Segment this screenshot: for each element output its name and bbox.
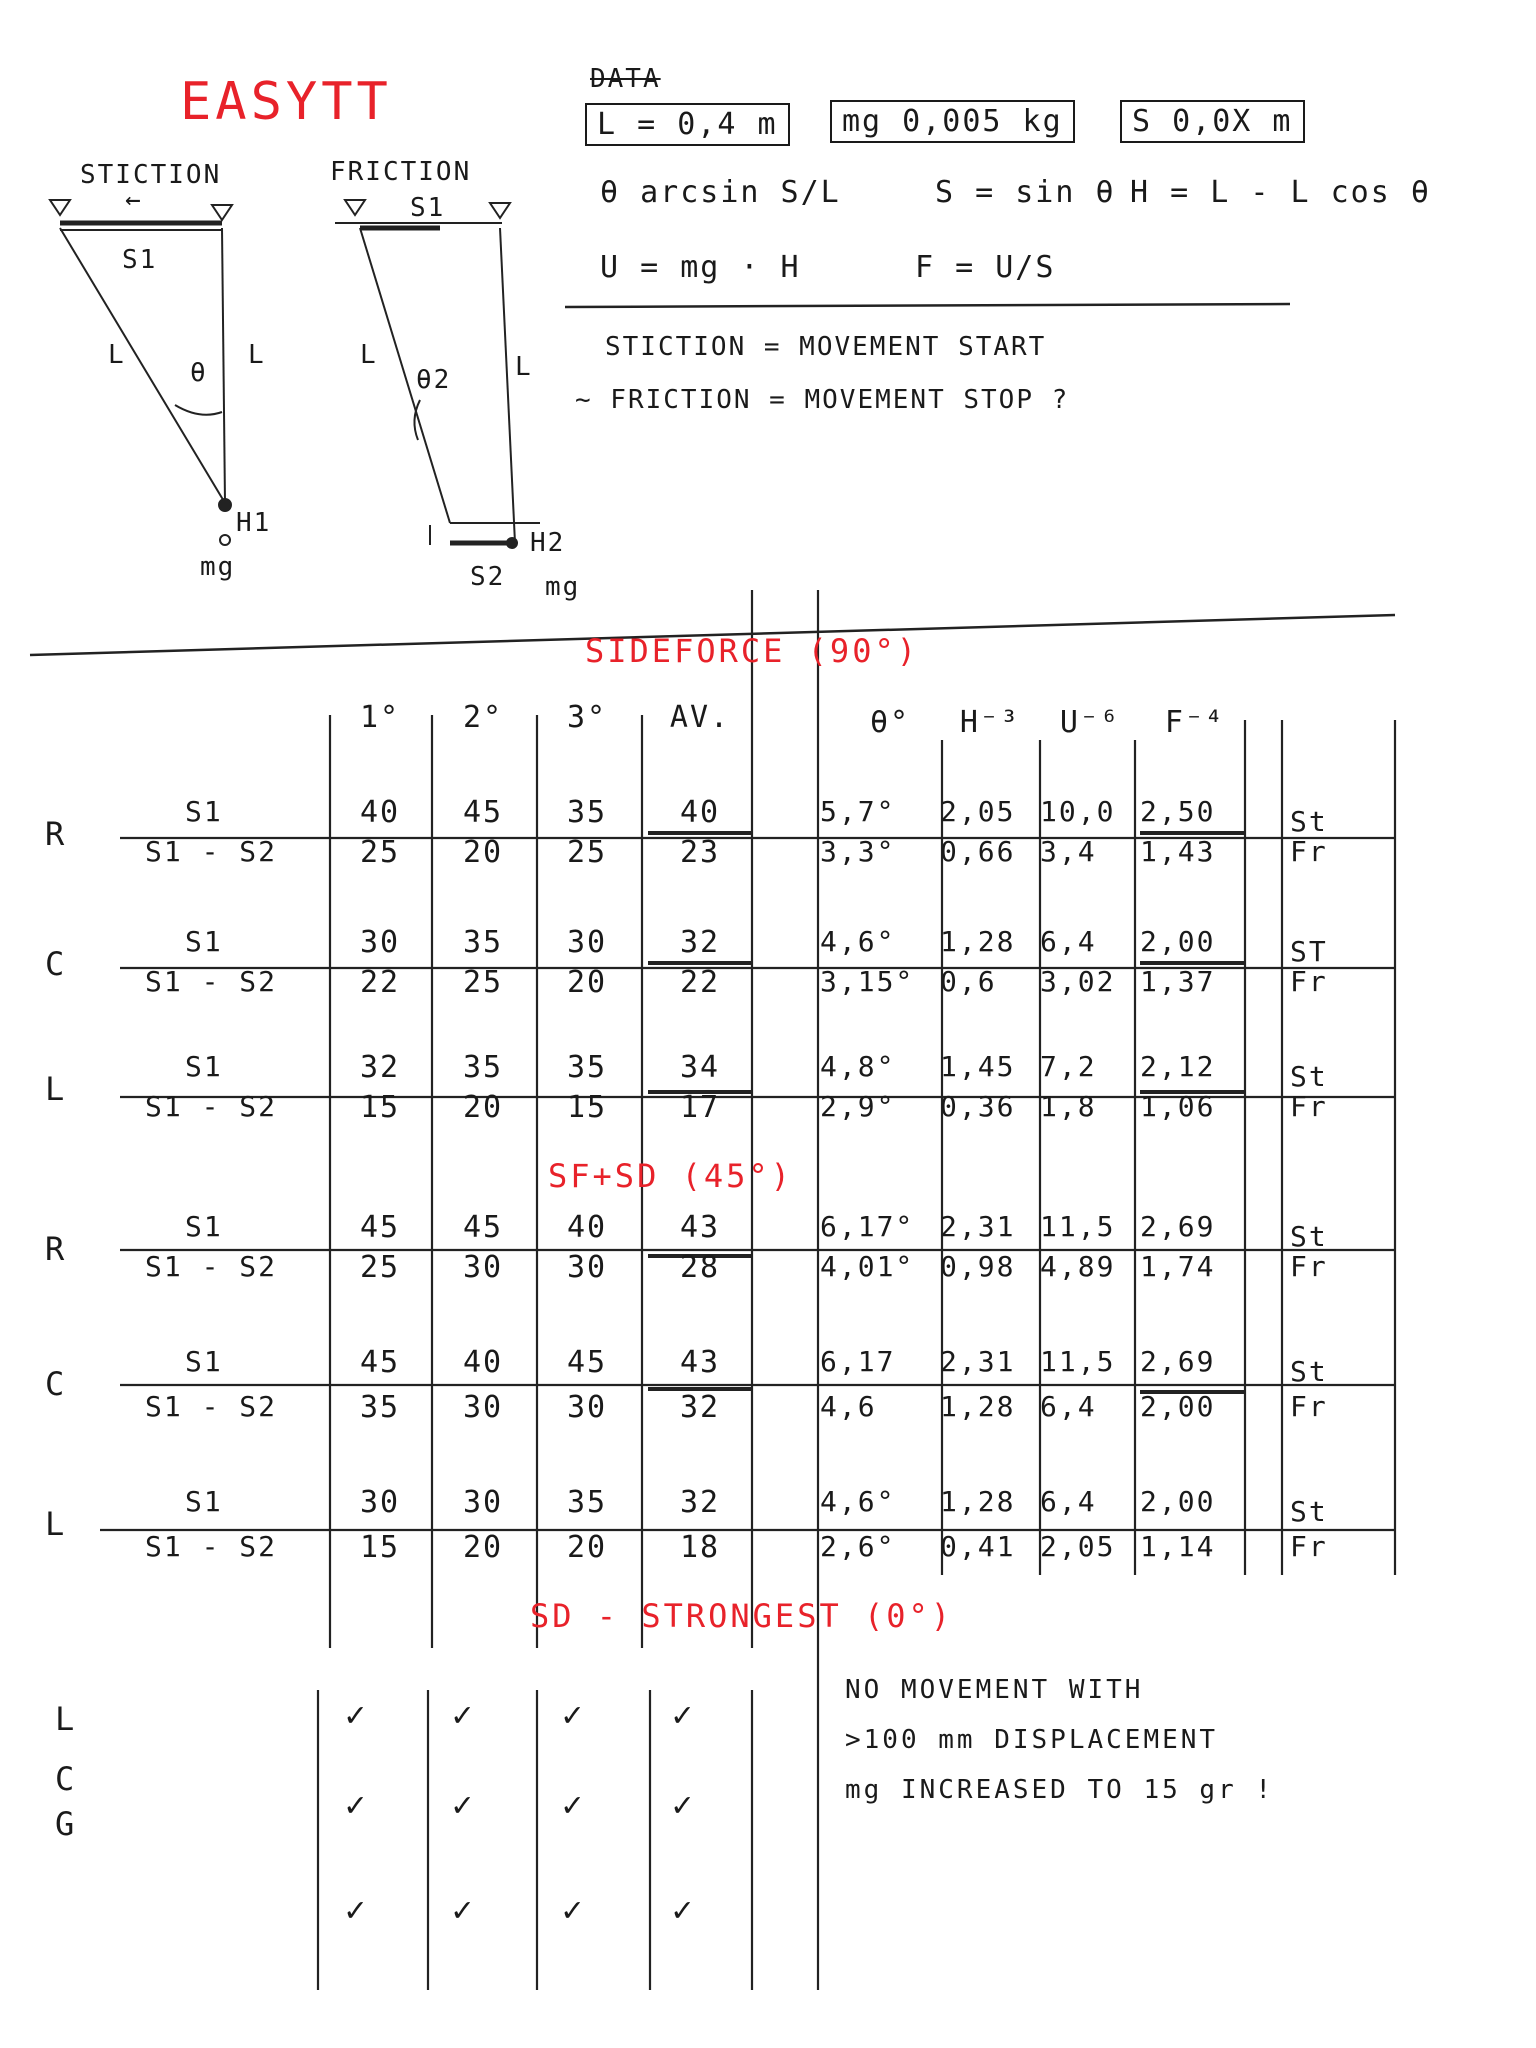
- calc-value-friction: 1,43: [1140, 835, 1216, 868]
- calc-value-friction: 1,14: [1140, 1530, 1216, 1563]
- trial-value-s1: 35: [462, 925, 504, 960]
- trial-value-s1: 35: [566, 1485, 608, 1520]
- calc-value-friction: 0,66: [940, 835, 1016, 868]
- calc-value-friction: 0,98: [940, 1250, 1016, 1283]
- calc-value-friction: 1,74: [1140, 1250, 1216, 1283]
- check-icon: ✓: [345, 1890, 368, 1930]
- trial-value-s1-s2: 25: [566, 835, 608, 870]
- section-title-sideforce: SIDEFORCE (90°): [585, 632, 919, 670]
- trial-value-s1: 32: [359, 1050, 401, 1085]
- header-average: AV.: [669, 700, 731, 735]
- calc-value-stiction: 10,0: [1040, 795, 1116, 828]
- friction-h2: H2: [530, 528, 566, 558]
- trial-value-s1: 40: [359, 795, 401, 830]
- calc-value-friction: 4,01°: [820, 1250, 915, 1283]
- definition-stiction: STICTION = MOVEMENT START: [605, 332, 1047, 362]
- calc-value-stiction: 2,00: [1140, 1485, 1216, 1518]
- tag-stiction: St: [1290, 1495, 1328, 1528]
- calc-value-friction: 4,6: [820, 1390, 877, 1423]
- calc-value-stiction: 2,31: [940, 1345, 1016, 1378]
- check-icon: ✓: [345, 1695, 368, 1735]
- calc-value-stiction: 2,50: [1140, 795, 1216, 828]
- trial-value-s1: 45: [462, 795, 504, 830]
- trial-value-s1-s2: 23: [679, 835, 721, 870]
- trial-value-s1-s2: 15: [359, 1090, 401, 1125]
- trial-value-s1-s2: 30: [566, 1250, 608, 1285]
- check-icon: ✓: [452, 1890, 475, 1930]
- trial-value-s1-s2: 20: [462, 835, 504, 870]
- tag-friction: Fr: [1290, 1250, 1328, 1283]
- row-s1-label: S1: [185, 1345, 223, 1378]
- note-line-3: mg INCREASED TO 15 gr !: [845, 1775, 1275, 1805]
- row-side-label: C: [45, 1365, 67, 1403]
- tag-stiction: St: [1290, 1355, 1328, 1388]
- trial-value-s1-s2: 15: [359, 1530, 401, 1565]
- header-theta: θ°: [869, 705, 911, 740]
- calc-value-stiction: 2,69: [1140, 1345, 1216, 1378]
- calc-value-stiction: 4,6°: [820, 925, 896, 958]
- data-box-length: L = 0,4 m: [585, 103, 790, 146]
- trial-value-s1: 40: [679, 795, 721, 830]
- calc-value-stiction: 4,8°: [820, 1050, 896, 1083]
- row-s1-s2-label: S1 - S2: [145, 1250, 278, 1283]
- row-s1-label: S1: [185, 1210, 223, 1243]
- trial-value-s1-s2: 30: [462, 1390, 504, 1425]
- row-s1-label: S1: [185, 795, 223, 828]
- trial-value-s1-s2: 25: [462, 965, 504, 1000]
- header-h: H⁻³: [959, 705, 1021, 740]
- note-line-1: NO MOVEMENT WITH: [845, 1675, 1144, 1705]
- trial-value-s1-s2: 30: [462, 1250, 504, 1285]
- trial-value-s1: 45: [359, 1345, 401, 1380]
- sd-side-g: G: [55, 1805, 77, 1843]
- trial-value-s1: 30: [359, 1485, 401, 1520]
- friction-s1: S1: [410, 193, 446, 223]
- header-trial-1: 1°: [359, 700, 401, 735]
- left-arrow-icon: ←: [125, 185, 143, 215]
- calc-value-friction: 1,06: [1140, 1090, 1216, 1123]
- tag-friction: Fr: [1290, 1390, 1328, 1423]
- trial-value-s1: 45: [359, 1210, 401, 1245]
- calc-value-stiction: 6,4: [1040, 925, 1097, 958]
- stiction-mass: mg: [200, 552, 236, 582]
- calc-value-friction: 2,6°: [820, 1530, 896, 1563]
- stiction-s1: S1: [122, 245, 158, 275]
- calc-value-friction: 0,41: [940, 1530, 1016, 1563]
- header-trial-2: 2°: [462, 700, 504, 735]
- trial-value-s1-s2: 15: [566, 1090, 608, 1125]
- calc-value-friction: 3,02: [1040, 965, 1116, 998]
- check-icon: ✓: [562, 1695, 585, 1735]
- calc-value-stiction: 11,5: [1040, 1210, 1116, 1243]
- section-title-sf-sd: SF+SD (45°): [548, 1157, 793, 1195]
- friction-label: FRICTION: [330, 157, 472, 187]
- page-title: EASYTT: [180, 72, 392, 132]
- trial-value-s1: 40: [462, 1345, 504, 1380]
- friction-mass: mg: [545, 572, 581, 602]
- row-side-label: R: [45, 815, 67, 853]
- formula-u: U = mg · H: [600, 250, 801, 285]
- calc-value-stiction: 2,12: [1140, 1050, 1216, 1083]
- friction-l-right: L: [515, 352, 533, 382]
- calc-value-friction: 1,37: [1140, 965, 1216, 998]
- check-icon: ✓: [452, 1695, 475, 1735]
- friction-s2: S2: [470, 562, 506, 592]
- row-s1-s2-label: S1 - S2: [145, 835, 278, 868]
- trial-value-s1-s2: 18: [679, 1530, 721, 1565]
- check-icon: ✓: [452, 1785, 475, 1825]
- data-label: DATA: [590, 64, 661, 94]
- tag-friction: Fr: [1290, 1090, 1328, 1123]
- calc-value-friction: 3,3°: [820, 835, 896, 868]
- formula-f: F = U/S: [915, 250, 1056, 285]
- trial-value-s1: 35: [462, 1050, 504, 1085]
- trial-value-s1-s2: 30: [566, 1390, 608, 1425]
- trial-value-s1: 32: [679, 1485, 721, 1520]
- data-box-mass: mg 0,005 kg: [830, 100, 1075, 143]
- row-side-label: C: [45, 945, 67, 983]
- trial-value-s1-s2: 22: [359, 965, 401, 1000]
- definition-friction: ~ FRICTION = MOVEMENT STOP ?: [575, 385, 1070, 415]
- row-side-label: L: [45, 1505, 67, 1543]
- calc-value-friction: 0,36: [940, 1090, 1016, 1123]
- friction-angle: θ2: [416, 365, 452, 395]
- row-s1-s2-label: S1 - S2: [145, 1390, 278, 1423]
- calc-value-friction: 2,00: [1140, 1390, 1216, 1423]
- stiction-angle: θ: [190, 358, 208, 388]
- formula-s: S = sin θ: [935, 175, 1116, 210]
- calc-value-stiction: 6,17°: [820, 1210, 915, 1243]
- calc-value-stiction: 7,2: [1040, 1050, 1097, 1083]
- trial-value-s1-s2: 25: [359, 835, 401, 870]
- section-title-sd-strongest: SD - STRONGEST (0°): [530, 1597, 954, 1635]
- header-u: U⁻⁶: [1059, 705, 1121, 740]
- data-underline: [565, 304, 1290, 307]
- calc-value-stiction: 1,45: [940, 1050, 1016, 1083]
- calc-value-friction: 6,4: [1040, 1390, 1097, 1423]
- calc-value-stiction: 5,7°: [820, 795, 896, 828]
- calc-value-stiction: 6,4: [1040, 1485, 1097, 1518]
- calc-value-friction: 1,8: [1040, 1090, 1097, 1123]
- calc-value-stiction: 4,6°: [820, 1485, 896, 1518]
- calc-value-stiction: 1,28: [940, 1485, 1016, 1518]
- check-icon: ✓: [345, 1785, 368, 1825]
- calc-value-friction: 2,9°: [820, 1090, 896, 1123]
- calc-value-stiction: 2,69: [1140, 1210, 1216, 1243]
- stiction-label: STICTION: [80, 160, 222, 190]
- calc-value-stiction: 6,17: [820, 1345, 896, 1378]
- calc-value-friction: 3,4: [1040, 835, 1097, 868]
- tag-friction: Fr: [1290, 965, 1328, 998]
- tag-stiction: St: [1290, 1060, 1328, 1093]
- trial-value-s1-s2: 17: [679, 1090, 721, 1125]
- trial-value-s1: 43: [679, 1210, 721, 1245]
- sd-side-c: C: [55, 1760, 77, 1798]
- formula-h: H = L - L cos θ: [1130, 175, 1431, 210]
- trial-value-s1-s2: 20: [462, 1530, 504, 1565]
- row-side-label: R: [45, 1230, 67, 1268]
- trial-value-s1: 30: [566, 925, 608, 960]
- trial-value-s1-s2: 35: [359, 1390, 401, 1425]
- row-s1-label: S1: [185, 1050, 223, 1083]
- check-icon: ✓: [672, 1695, 695, 1735]
- calc-value-friction: 0,6: [940, 965, 997, 998]
- row-s1-label: S1: [185, 925, 223, 958]
- header-f: F⁻⁴: [1164, 705, 1226, 740]
- trial-value-s1-s2: 20: [566, 1530, 608, 1565]
- stiction-h1: H1: [236, 508, 272, 538]
- trial-value-s1: 43: [679, 1345, 721, 1380]
- trial-value-s1: 34: [679, 1050, 721, 1085]
- check-icon: ✓: [562, 1890, 585, 1930]
- trial-value-s1: 35: [566, 795, 608, 830]
- calc-value-friction: 3,15°: [820, 965, 915, 998]
- trial-value-s1: 35: [566, 1050, 608, 1085]
- calc-value-friction: 2,05: [1040, 1530, 1116, 1563]
- row-s1-s2-label: S1 - S2: [145, 1090, 278, 1123]
- calc-value-stiction: 2,05: [940, 795, 1016, 828]
- data-box-s: S 0,0X m: [1120, 100, 1305, 143]
- trial-value-s1-s2: 28: [679, 1250, 721, 1285]
- trial-value-s1: 30: [359, 925, 401, 960]
- stiction-l-left: L: [108, 340, 126, 370]
- calc-value-stiction: 1,28: [940, 925, 1016, 958]
- tag-friction: Fr: [1290, 1530, 1328, 1563]
- friction-l-left: L: [360, 340, 378, 370]
- trial-value-s1: 45: [462, 1210, 504, 1245]
- formula-theta: θ arcsin S/L: [600, 175, 841, 210]
- check-icon: ✓: [562, 1785, 585, 1825]
- row-s1-label: S1: [185, 1485, 223, 1518]
- trial-value-s1: 32: [679, 925, 721, 960]
- tag-friction: Fr: [1290, 835, 1328, 868]
- trial-value-s1-s2: 20: [566, 965, 608, 1000]
- calc-value-friction: 1,28: [940, 1390, 1016, 1423]
- check-icon: ✓: [672, 1785, 695, 1825]
- tag-stiction: St: [1290, 805, 1328, 838]
- calc-value-stiction: 2,00: [1140, 925, 1216, 958]
- trial-value-s1: 45: [566, 1345, 608, 1380]
- note-line-2: >100 mm DISPLACEMENT: [845, 1725, 1219, 1755]
- calc-value-friction: 4,89: [1040, 1250, 1116, 1283]
- row-s1-s2-label: S1 - S2: [145, 1530, 278, 1563]
- trial-value-s1-s2: 22: [679, 965, 721, 1000]
- row-side-label: L: [45, 1070, 67, 1108]
- tag-stiction: St: [1290, 1220, 1328, 1253]
- calc-value-stiction: 2,31: [940, 1210, 1016, 1243]
- trial-value-s1: 40: [566, 1210, 608, 1245]
- row-s1-s2-label: S1 - S2: [145, 965, 278, 998]
- header-trial-3: 3°: [566, 700, 608, 735]
- tag-stiction: ST: [1290, 935, 1328, 968]
- check-icon: ✓: [672, 1890, 695, 1930]
- trial-value-s1-s2: 20: [462, 1090, 504, 1125]
- trial-value-s1-s2: 25: [359, 1250, 401, 1285]
- stiction-l-right: L: [248, 340, 266, 370]
- sd-side-l: L: [55, 1700, 77, 1738]
- trial-value-s1: 30: [462, 1485, 504, 1520]
- calc-value-stiction: 11,5: [1040, 1345, 1116, 1378]
- trial-value-s1-s2: 32: [679, 1390, 721, 1425]
